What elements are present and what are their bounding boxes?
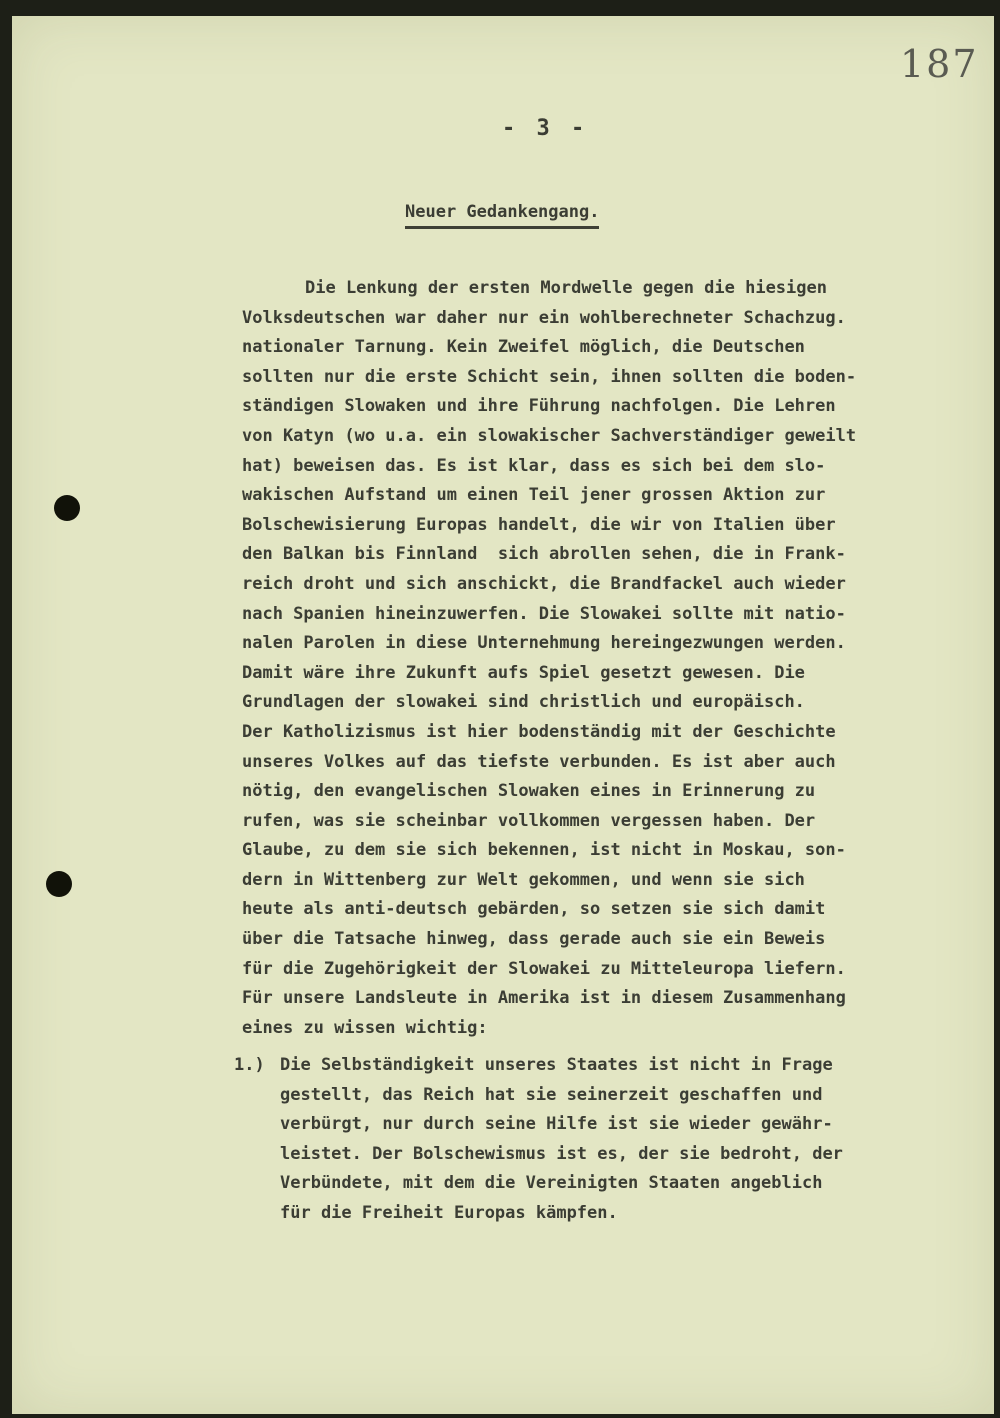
paragraph-line: Volksdeutschen war daher nur ein wohlberechneter Schachzug. xyxy=(242,307,846,328)
punch-hole xyxy=(54,495,80,521)
paragraph-line: sollten nur die erste Schicht sein, ihnen sollten die boden- xyxy=(242,366,857,387)
paragraph-line: für die Zugehörigkeit der Slowakei zu Mitteleuropa liefern. xyxy=(242,958,846,979)
paragraph-line: nach Spanien hineinzuwerfen. Die Slowakei sollte mit natio- xyxy=(242,603,846,624)
section-heading: Neuer Gedankengang. xyxy=(405,202,599,229)
numbered-list-item xyxy=(234,1051,974,1229)
archive-number: 187 xyxy=(900,42,979,86)
paragraph-line: heute als anti-deutsch gebärden, so setzen sie sich damit xyxy=(242,899,826,920)
paragraph-line: nötig, den evangelischen Slowaken eines in Erinnerung zu xyxy=(242,781,816,802)
list-item-line: Verbündete, mit dem die Vereinigten Staaten angeblich xyxy=(280,1173,823,1194)
paragraph-line: reich droht und sich anschickt, die Brandfackel auch wieder xyxy=(242,573,846,594)
paragraph-line: Glaube, zu dem sie sich bekennen, ist nicht in Moskau, son- xyxy=(242,840,846,861)
paragraph-line: Für unsere Landsleute in Amerika ist in diesem Zusammenhang xyxy=(242,988,846,1009)
list-item-line: gestellt, das Reich hat sie seinerzeit geschaffen und xyxy=(280,1084,823,1105)
paragraph-line: Die Lenkung der ersten Mordwelle gegen die hiesigen xyxy=(305,278,827,298)
punch-hole xyxy=(46,871,72,897)
paragraph-line: unseres Volkes auf das tiefste verbunden. Es ist aber auch xyxy=(242,751,836,772)
paragraph-line: hat) beweisen das. Es ist klar, dass es sich bei dem slo- xyxy=(242,455,826,476)
paragraph-line: dern in Wittenberg zur Welt gekommen, und wenn sie sich xyxy=(242,869,805,890)
list-item-line: Die Selbständigkeit unseres Staates ist nicht in Frage xyxy=(280,1055,833,1075)
document-page xyxy=(12,16,994,1414)
list-item-line: leistet. Der Bolschewismus ist es, der sie bedroht, der xyxy=(280,1143,843,1164)
list-item-line: verbürgt, nur durch seine Hilfe ist sie wieder gewähr- xyxy=(280,1114,833,1135)
paragraph-line: Bolschewisierung Europas handelt, die wir von Italien über xyxy=(242,514,836,535)
list-marker: 1.) xyxy=(234,1055,265,1075)
paragraph-line: nalen Parolen in diese Unternehmung hereingezwungen werden. xyxy=(242,633,846,654)
paragraph-line: über die Tatsache hinweg, dass gerade auch sie ein Beweis xyxy=(242,929,826,950)
paragraph-line: eines zu wissen wichtig: xyxy=(242,1017,488,1038)
paragraph-line: den Balkan bis Finnland sich abrollen sehen, die in Frank- xyxy=(242,544,846,565)
page-number: - 3 - xyxy=(502,116,589,141)
paragraph-line: Grundlagen der slowakei sind christlich und europäisch. xyxy=(242,692,805,713)
paragraph-line: Damit wäre ihre Zukunft aufs Spiel gesetzt gewesen. Die xyxy=(242,662,805,683)
paragraph-line: rufen, was sie scheinbar vollkommen vergessen haben. Der xyxy=(242,810,816,831)
paragraph-line: Der Katholizismus ist hier bodenständig mit der Geschichte xyxy=(242,721,836,742)
paragraph-line: wakischen Aufstand um einen Teil jener grossen Aktion zur xyxy=(242,485,826,506)
paragraph-line: ständigen Slowaken und ihre Führung nachfolgen. Die Lehren xyxy=(242,396,836,417)
paragraph-line: nationaler Tarnung. Kein Zweifel möglich, die Deutschen xyxy=(242,337,805,358)
body-paragraph xyxy=(242,274,982,1043)
paragraph-line: von Katyn (wo u.a. ein slowakischer Sachverständiger geweilt xyxy=(242,425,857,446)
list-item-line: für die Freiheit Europas kämpfen. xyxy=(280,1202,618,1223)
